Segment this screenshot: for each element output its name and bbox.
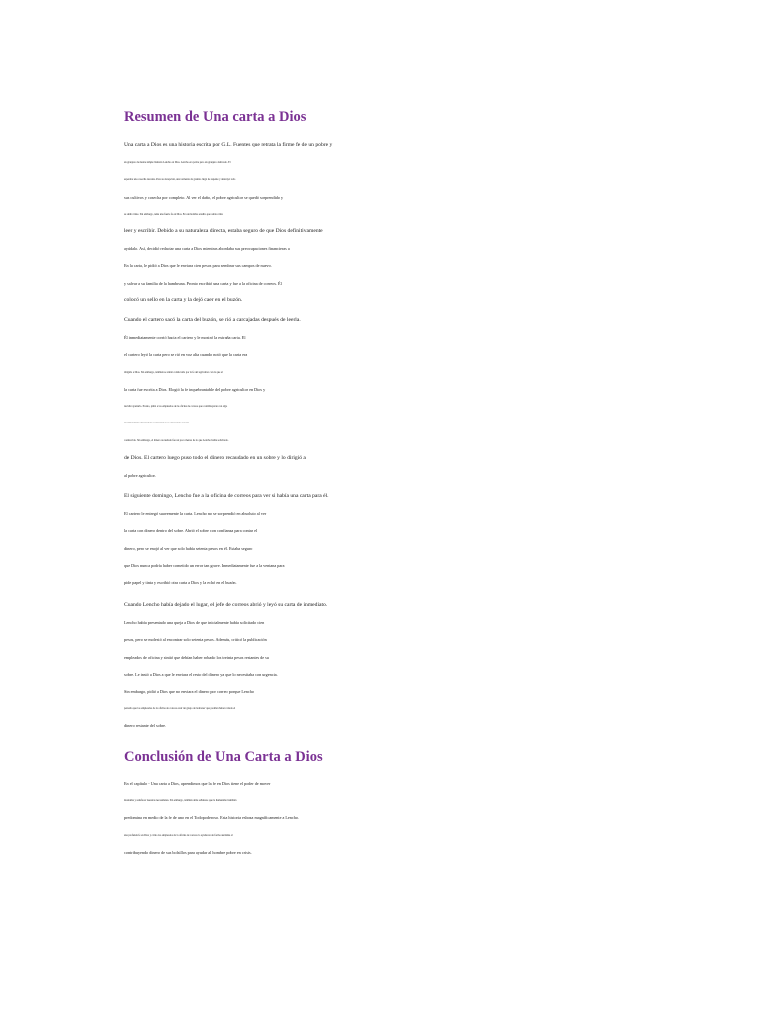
text-line: empleados de oficina y sintió que debían haber robado los treinta pesos restantes de su (124, 654, 269, 660)
text-line: que Dios nunca podría haber cometido un error tan grave. Inmediatamente fue a la ventana para (124, 562, 285, 568)
text-line: ayúdalo. Así, decidió redactar una carta a Dios mientras abordaba sus preocupaciones financieras a (124, 246, 290, 252)
text-line: sus cultivos y cosecha por completo. Al ver el daño, el pobre agricultor se quedó sorprendido y (124, 194, 284, 200)
text-line: Lencho había presentado una queja a Dios de que inicialmente había solicitado cien (124, 620, 265, 626)
text-line: Cuando Lencho había dejado el lugar, el jefe de correos abrió y leyó su carta de inmediato. (124, 602, 328, 608)
text-line: colocó un sello en la carta y la dejó caer en el buzón. (124, 296, 243, 303)
summary-paragraph-1 (124, 137, 704, 309)
text-line: dinero, pero se enojó al ver que solo había setenta pesos en él. Estaba seguro (124, 545, 253, 551)
text-line: pesos, pero se molestó al encontrar solo setenta pesos. Además, criticó la publicación (124, 637, 267, 643)
text-line: de Dios. El cartero luego puso todo el dinero recaudado en un sobre y lo dirigió a (124, 454, 306, 461)
text-line: dinero restante del sobre. (124, 723, 167, 729)
text-line: El cartero le entregó suavemente la carta. Lencho no se sorprendió en absoluto al ver (124, 511, 267, 517)
text-line: un granjero de mente simple llamado Lencho en Dios. Lencho era pobre pero un granjero dedicado. El (124, 161, 231, 165)
text-line: se sintió triste. Sin embargo, tenía una fuerte fe en Dios. Era un hombre erudito que sabía cómo (124, 212, 224, 216)
summary-paragraph-3 (124, 488, 704, 591)
text-line: sobre. Le instó a Dios a que le enviara el resto del dinero ya que lo necesitaba con urgencia. (124, 671, 278, 677)
text-line: dirigido a Dios. Sin embargo, también se sintió conmovido por la fe del agricultor con la que el (124, 370, 223, 374)
text-line: decidió ayudarlo. Pronto, pidió a los empleados de la oficina de correos que contribuyeran con algo (124, 404, 228, 408)
text-line: Sin embargo, pidió a Dios que no enviara el dinero por correo porque Lencho (124, 688, 254, 694)
summary-paragraph-4 (124, 597, 704, 735)
text-line: En la carta, le pidió a Dios que le enviara cien pesos para sembrar sus campos de nuevo. (124, 263, 272, 269)
text-line: dinero como una donación y también dio una parte de su salario para que la fe de Lencho en Dios no se vea afectada (124, 423, 189, 425)
text-line: El siguiente domingo, Lencho fue a la oficina de correos para ver si había una carta para él. (124, 493, 329, 499)
section-heading-conclusion: Conclusión de Una Carta a Dios (124, 749, 323, 765)
text-line: Cuando el cartero sacó la carta del buzón, se rió a carcajadas después de leerla. (124, 317, 301, 323)
text-line: leer y escribir. Debido a su naturaleza directa, estaba seguro de que Dios definitivamente (124, 227, 323, 234)
text-line: y salvar a su familia de la hambruna. Pronto escribió una carta y fue a la oficina de correos. Él (124, 280, 282, 286)
text-line: la carta con dinero dentro del sobre. Abrió el sobre con confianza para contar el (124, 528, 258, 534)
conclusion-paragraph (124, 775, 704, 861)
text-line: pide papel y tinta y escribió otra carta a Dios y la echó en el buzón. (124, 579, 237, 585)
text-line: montañas y satisfacer nuestras necesidades. Sin embargo, también debe señalarse que la humanidad también (124, 799, 237, 803)
summary-paragraph-2 (124, 312, 704, 484)
text-line: al pobre agricultor. (124, 472, 156, 478)
text-line: Una carta a Dios es una historia escrita por G.L. Fuentes que retrata la firme fe de un pobre y (124, 142, 333, 148)
text-line: el cartero leyó la carta pero se rió en voz alta cuando notó que la carta era (124, 352, 248, 358)
text-line: una profunda fe en Dios y cómo los empleados de la oficina de correos lo ayudaron de forma anónima al (124, 833, 233, 837)
text-line: la carta fue escrita a Dios. Elogió la fe inquebrantable del pobre agricultor en Dios y (124, 386, 266, 392)
text-line: predomina en medio de la fe de uno en el Todopoderoso. Esta historia esboza magníficamente a Lencho. (124, 815, 299, 821)
text-line: conmovido. Sin embargo, el dinero recaudado fue un poco menos de lo que Lencho había solicitado. (124, 439, 229, 443)
text-line: Él inmediatamente corrió hacia el cartero y le mostró la extraña carta. El (124, 335, 246, 341)
text-line: pensaba que los empleados de la oficina de correos eran 'un grupo de ladrones' que podrían haber robado el (124, 707, 236, 711)
text-line: contribuyendo dinero de sus bolsillos para ayudar al hombre pobre en crisis. (124, 849, 252, 855)
section-heading-summary: Resumen de Una carta a Dios (124, 109, 307, 125)
text-line: En el capítulo - Una carta a Dios, aprendimos que la fe en Dios tiene el poder de mover (124, 781, 271, 786)
text-line: esperaba una cosecha decente. Para su decepción, una tormenta de granizo llegó de repente y destruyó todo (124, 178, 236, 182)
